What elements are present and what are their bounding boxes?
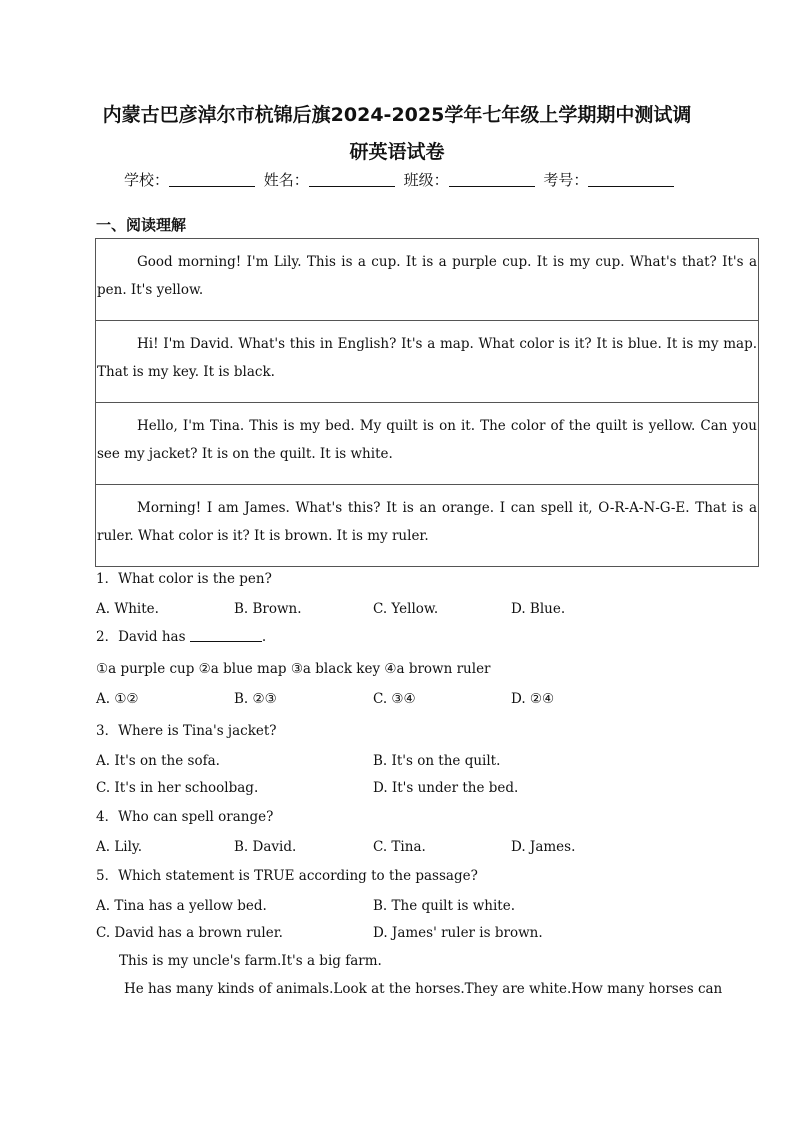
title-line-2: 研英语试卷 <box>349 141 445 163</box>
name-label: 姓名： <box>263 171 309 189</box>
question-1: 1．What color is the pen? <box>96 571 272 587</box>
q2-option-a[interactable]: A. ①② <box>96 691 139 707</box>
q1-option-b[interactable]: B. Brown. <box>234 601 302 617</box>
school-blank <box>169 172 255 187</box>
q5-option-c[interactable]: C. David has a brown ruler. <box>96 925 283 941</box>
q5-option-a[interactable]: A. Tina has a yellow bed. <box>96 898 267 914</box>
school-label: 学校： <box>124 171 170 189</box>
class-blank <box>449 172 535 187</box>
q2-option-c[interactable]: C. ③④ <box>373 691 416 707</box>
number-label: 考号： <box>543 171 589 189</box>
question-3: 3．Where is Tina's jacket? <box>96 723 277 739</box>
name-blank <box>309 172 395 187</box>
q4-option-b[interactable]: B. David. <box>234 839 297 855</box>
q1-option-c[interactable]: C. Yellow. <box>373 601 439 617</box>
question-2 <box>96 628 266 646</box>
q4-option-c[interactable]: C. Tina. <box>373 839 426 855</box>
q5-option-b[interactable]: B. The quilt is white. <box>373 898 515 914</box>
q2-answer-blank <box>190 629 262 642</box>
passage-lily: Good morning! I'm Lily. This is a cup. It is a purple cup. It is my cup. What's that? It's a pen. It's yellow. <box>96 239 758 321</box>
next-passage-line-2: He has many kinds of animals.Look at the horses.They are white.How many horses can <box>124 981 723 997</box>
q2-stem-end: . <box>261 629 267 645</box>
q1-option-d[interactable]: D. Blue. <box>511 601 566 617</box>
q4-option-d[interactable]: D. James. <box>511 839 576 855</box>
q4-option-a[interactable]: A. Lily. <box>96 839 143 855</box>
next-passage-line-1: This is my uncle's farm.It's a big farm. <box>119 953 382 969</box>
q3-option-b[interactable]: B. It's on the quilt. <box>373 753 501 769</box>
passage-table <box>95 238 759 567</box>
q2-stem: 2．David has <box>96 629 186 645</box>
question-5: 5．Which statement is TRUE according to the passage? <box>96 868 478 884</box>
number-blank <box>588 172 674 187</box>
q3-option-c[interactable]: C. It's in her schoolbag. <box>96 780 259 796</box>
q3-option-a[interactable]: A. It's on the sofa. <box>96 753 220 769</box>
student-info <box>124 169 684 191</box>
q5-option-d[interactable]: D. James' ruler is brown. <box>373 925 543 941</box>
section-heading: 一、阅读理解 <box>96 216 187 234</box>
q1-option-a[interactable]: A. White. <box>96 601 159 617</box>
question-4: 4．Who can spell orange? <box>96 809 274 825</box>
passage-david: Hi! I'm David. What's this in English? It's a map. What color is it? It is blue. It is my map. That is my key. It is black. <box>96 321 758 403</box>
title-line-1: 内蒙古巴彦淖尔市杭锦后旗2024-2025学年七年级上学期期中测试调 <box>102 104 692 126</box>
q2-option-d[interactable]: D. ②④ <box>511 691 555 707</box>
q3-option-d[interactable]: D. It's under the bed. <box>373 780 519 796</box>
class-label: 班级： <box>403 171 449 189</box>
passage-james: Morning! I am James. What's this? It is an orange. I can spell it, O-R-A-N-G-E. That is a ruler. What color is it? It is brown. It is my ruler. <box>96 485 758 567</box>
q2-items: ①a purple cup ②a blue map ③a black key ④a brown ruler <box>96 661 491 677</box>
q2-option-b[interactable]: B. ②③ <box>234 691 277 707</box>
passage-tina: Hello, I'm Tina. This is my bed. My quilt is on it. The color of the quilt is yellow. Can you see my jacket? It is on the quilt. It is white. <box>96 403 758 485</box>
